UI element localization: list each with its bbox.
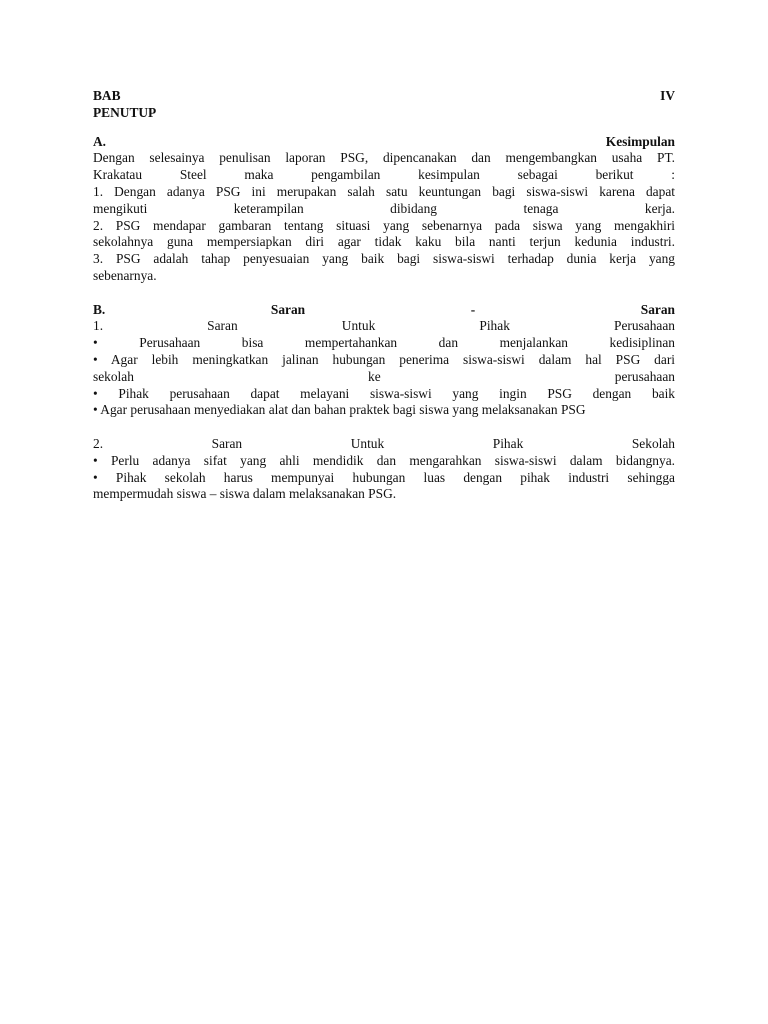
section-a-line: 2. PSG mendapar gambaran tentang situasi yang sebenarnya pada siswa yang mengakhiri xyxy=(93,217,675,233)
chapter-label: BAB xyxy=(93,88,121,103)
saran-perusahaan-line: • Perusahaan bisa mempertahankan dan menjalankan kedisiplinan xyxy=(93,335,675,351)
saran-sekolah-line: mempermudah siswa – siswa dalam melaksanakan PSG. xyxy=(93,486,397,502)
section-a-letter: A. xyxy=(93,133,107,149)
saran-perusahaan-line: • Agar lebih meningkatkan jalinan hubungan penerima siswa-siswi dalam hal PSG dari xyxy=(93,351,675,367)
chapter-title: PENUTUP xyxy=(93,104,157,120)
saran-perusahaan-line: • Agar perusahaan menyediakan alat dan bahan praktek bagi siswa yang melaksanakan PSG xyxy=(93,402,586,418)
section-a-line: Krakatau Steel maka pengambilan kesimpulan sebagai berikut : xyxy=(93,167,675,183)
section-a-line: 1. Dengan adanya PSG ini merupakan salah satu keuntungan bagi siswa-siswi karena dapat xyxy=(93,183,675,199)
saran-sekolah-line: • Perlu adanya sifat yang ahli mendidik dan mengarahkan siswa-siswi dalam bidangnya. xyxy=(93,452,675,468)
saran-perusahaan-line: • Pihak perusahaan dapat melayani siswa-siswi yang ingin PSG dengan baik xyxy=(93,385,675,401)
chapter-number: IV xyxy=(660,88,675,103)
section-b-title-right: Saran xyxy=(640,301,675,317)
section-b-letter: B. xyxy=(93,301,106,317)
saran-sekolah-line: 2. Saran Untuk Pihak Sekolah xyxy=(93,435,675,451)
document-page xyxy=(93,88,675,503)
section-a-line: 3. PSG adalah tahap penyesuaian yang baik bagi siswa-siswi terhadap dunia kerja yang xyxy=(93,251,675,267)
section-a-line: Dengan selesainya penulisan laporan PSG, dipencanakan dan mengembangkan usaha PT. xyxy=(93,150,675,166)
section-a-title: Kesimpulan xyxy=(605,133,675,149)
section-b-heading xyxy=(93,302,675,319)
section-b-title-left: Saran xyxy=(270,301,306,317)
section-a-line: sekolahnya guna mempersiapkan diri agar tidak kaku bila nanti terjun kedunia industri. xyxy=(93,234,675,250)
saran-sekolah-line: • Pihak sekolah harus mempunyai hubungan luas dengan pihak industri sehingga xyxy=(93,469,675,485)
section-a-heading xyxy=(93,134,675,151)
saran-perusahaan-line: sekolah ke perusahaan xyxy=(93,368,675,384)
saran-perusahaan-line: 1. Saran Untuk Pihak Perusahaan xyxy=(93,318,675,334)
chapter-header xyxy=(93,88,675,105)
section-b-title-dash: - xyxy=(470,301,476,317)
section-a-line: sebenarnya. xyxy=(93,267,157,283)
section-a-line: mengikuti keterampilan dibidang tenaga kerja. xyxy=(93,200,675,216)
